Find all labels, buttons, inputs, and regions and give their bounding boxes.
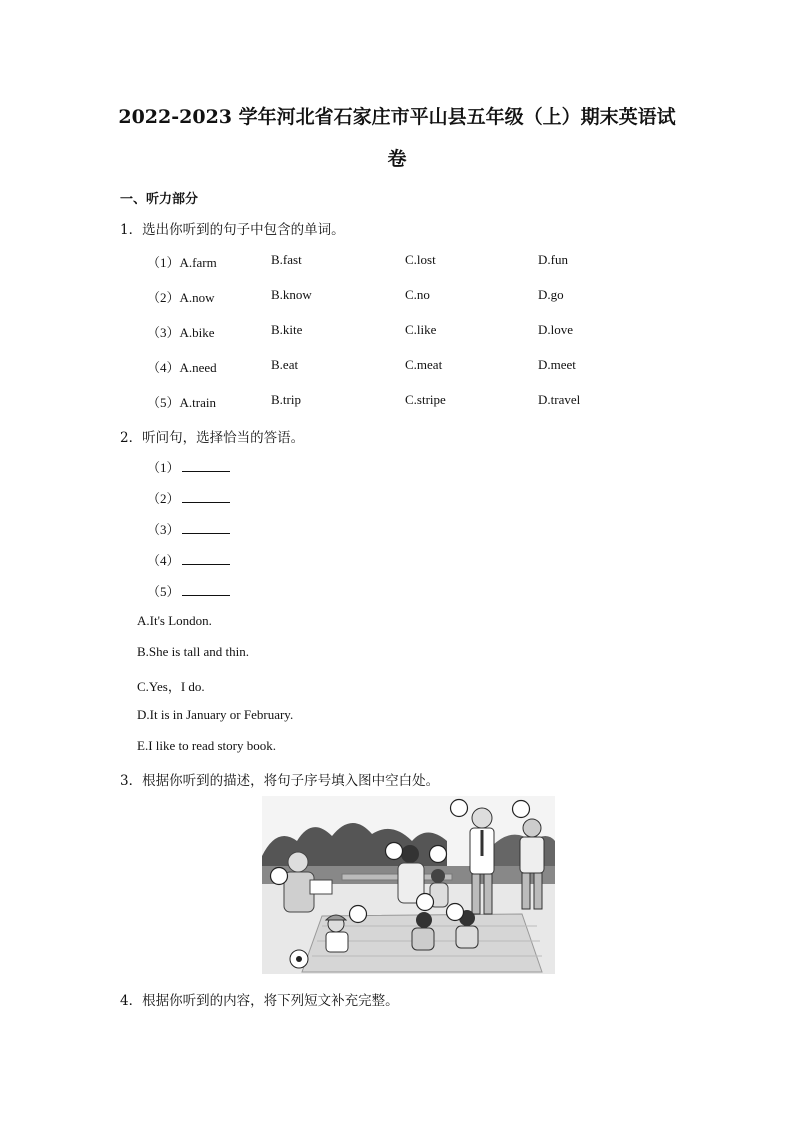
option-d: D.love — [538, 322, 574, 337]
question-1-row-1 — [147, 252, 707, 272]
blank-line[interactable] — [182, 490, 230, 503]
question-3-stem: 3．根据你听到的描述，将句子序号填入图中空白处。 — [120, 773, 440, 789]
option-a: （5）A.train — [147, 395, 216, 410]
exam-title-line2: 卷 — [387, 148, 407, 170]
blank-number: （3） — [147, 522, 180, 537]
answer-option-a: A.It's London. — [137, 613, 212, 628]
answer-option-d: D.It is in January or February. — [137, 707, 294, 722]
question-1-row-2 — [147, 287, 707, 307]
question-4-stem: 4．根据你听到的内容，将下列短文补充完整。 — [120, 993, 399, 1009]
option-a: （2）A.now — [147, 290, 215, 305]
question-1-stem: 1．选出你听到的句子中包含的单词。 — [120, 222, 345, 238]
option-c: C.stripe — [405, 392, 446, 407]
answer-blank-2[interactable] — [147, 488, 230, 507]
blank-number: （2） — [147, 491, 180, 506]
blank-line[interactable] — [182, 583, 230, 596]
answer-option-c: C.Yes，I do. — [137, 679, 205, 694]
blank-number: （1） — [147, 460, 180, 475]
question-2-stem: 2．听问句，选择恰当的答语。 — [120, 430, 305, 446]
answer-blank-1[interactable] — [147, 457, 230, 476]
blank-line[interactable] — [182, 552, 230, 565]
question-1-row-4 — [147, 357, 707, 377]
question-1-row-5 — [147, 392, 707, 412]
answer-option-e: E.I like to read story book. — [137, 738, 276, 753]
option-c: C.like — [405, 322, 437, 337]
blank-number: （5） — [147, 584, 180, 599]
option-d: D.travel — [538, 392, 581, 407]
answer-option-b: B.She is tall and thin. — [137, 644, 249, 659]
blank-number: （4） — [147, 553, 180, 568]
exam-title-line1: 2022-2023 学年河北省石家庄市平山县五年级（上）期末英语试 — [118, 106, 676, 128]
option-b: B.know — [271, 287, 312, 302]
blank-line[interactable] — [182, 459, 230, 472]
option-b: B.kite — [271, 322, 303, 337]
answer-blank-3[interactable] — [147, 519, 230, 538]
picnic-scene-illustration — [262, 796, 555, 974]
option-d: D.go — [538, 287, 564, 302]
option-d: D.fun — [538, 252, 568, 267]
answer-blank-5[interactable] — [147, 581, 230, 600]
option-a: （1）A.farm — [147, 255, 217, 270]
option-b: B.fast — [271, 252, 302, 267]
option-b: B.trip — [271, 392, 301, 407]
option-a: （3）A.bike — [147, 325, 215, 340]
option-c: C.no — [405, 287, 430, 302]
answer-blank-4[interactable] — [147, 550, 230, 569]
option-c: C.lost — [405, 252, 436, 267]
question-1-row-3 — [147, 322, 707, 342]
option-d: D.meet — [538, 357, 576, 372]
option-a: （4）A.need — [147, 360, 217, 375]
option-b: B.eat — [271, 357, 299, 372]
blank-line[interactable] — [182, 521, 230, 534]
option-c: C.meat — [405, 357, 443, 372]
section-listening-heading: 一、听力部分 — [120, 192, 199, 207]
